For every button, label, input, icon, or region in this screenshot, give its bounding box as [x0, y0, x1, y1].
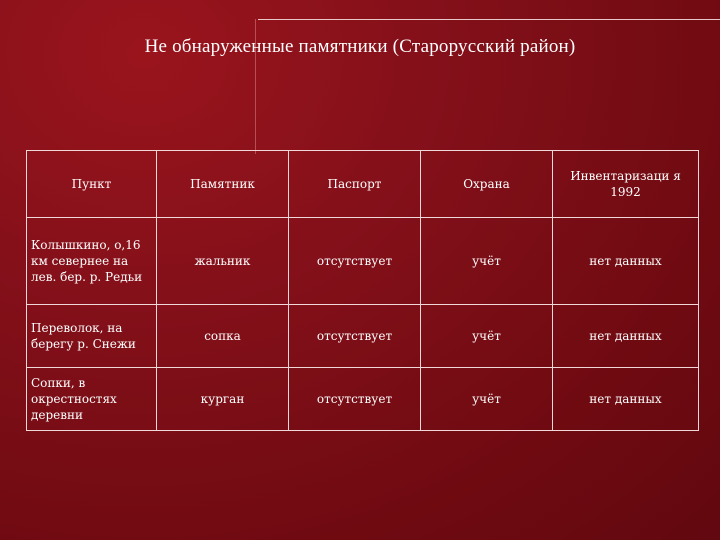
cell-passport: отсутствует: [289, 218, 421, 305]
cell-point: Колышкино, о,16 км севернее на лев. бер. р. Редьи: [27, 218, 157, 305]
table-row: [27, 305, 699, 368]
cell-monument: жальник: [157, 218, 289, 305]
monuments-table: [26, 150, 699, 431]
cell-point: Переволок, на берегу р. Снежи: [27, 305, 157, 368]
cell-inventory: нет данных: [553, 305, 699, 368]
cell-monument: курган: [157, 368, 289, 431]
cell-passport: отсутствует: [289, 368, 421, 431]
header-cell-passport: Паспорт: [289, 151, 421, 218]
cell-protection: учёт: [421, 368, 553, 431]
cell-point: Сопки, в окрестностях деревни: [27, 368, 157, 431]
slide-title: Не обнаруженные памятники (Старорусский район): [144, 36, 576, 57]
table-header-row: [27, 151, 699, 218]
header-cell-monument: Памятник: [157, 151, 289, 218]
cell-passport: отсутствует: [289, 305, 421, 368]
cell-protection: учёт: [421, 218, 553, 305]
decorative-top-rule: [258, 19, 720, 20]
header-cell-point: Пункт: [27, 151, 157, 218]
table-row: [27, 218, 699, 305]
cell-inventory: нет данных: [553, 218, 699, 305]
header-cell-inventory: Инвентаризаци я 1992: [553, 151, 699, 218]
cell-monument: сопка: [157, 305, 289, 368]
cell-inventory: нет данных: [553, 368, 699, 431]
cell-protection: учёт: [421, 305, 553, 368]
header-cell-protection: Охрана: [421, 151, 553, 218]
table-row: [27, 368, 699, 431]
